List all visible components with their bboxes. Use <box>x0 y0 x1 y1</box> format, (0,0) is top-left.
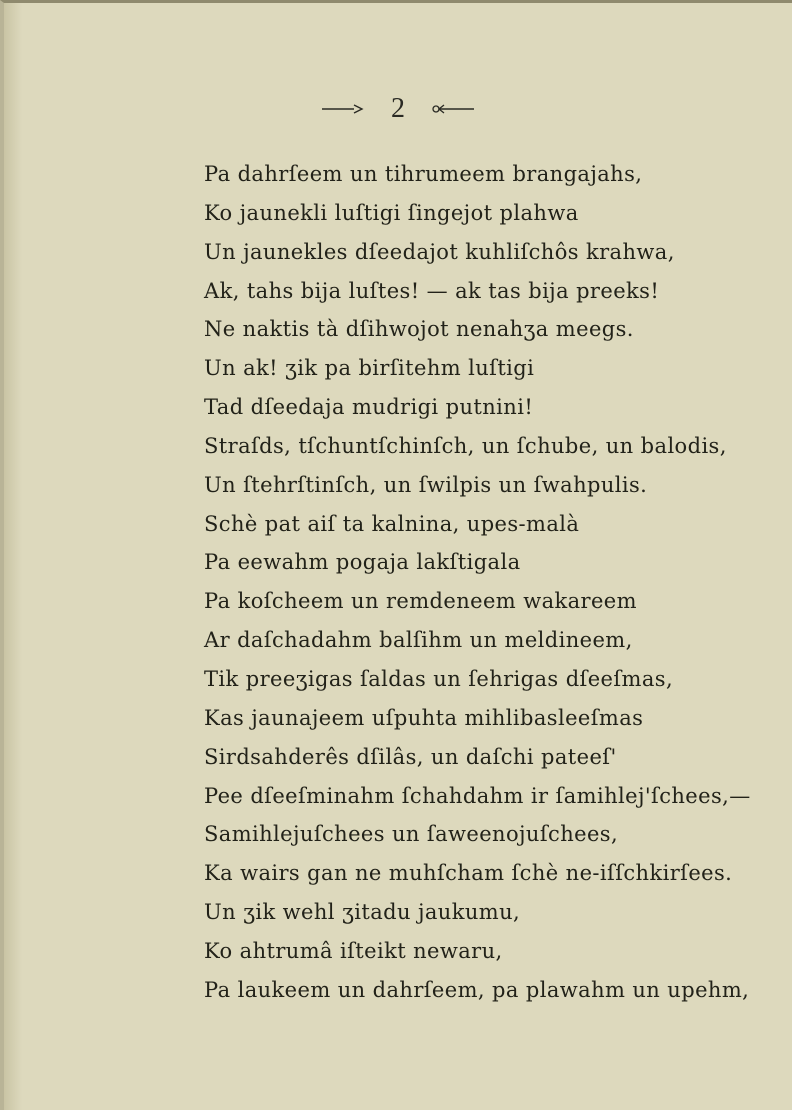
poem-line: Pa laukeem un dahrſeem, pa plawahm un upehm, <box>204 977 750 1002</box>
page-header <box>4 91 792 125</box>
poem-line: Tad dſeedaja mudrigi putnini! <box>204 395 534 420</box>
poem-line: Pa koſcheem un remdeneem wakareem <box>204 589 637 614</box>
page-number: 2 <box>391 92 405 124</box>
poem-line: Ko jaunekli luſtigi ſingejot plahwa <box>204 200 579 225</box>
right-ornament-icon <box>430 102 476 116</box>
poem-line: Schè pat aiſ ta kalnina, upes-malà <box>204 511 580 536</box>
poem-line: Samihlejuſchees un ſaweenojuſchees, <box>204 822 619 847</box>
poem-line: Straſds, tſchuntſchinſch, un ſchube, un balodis, <box>204 433 727 458</box>
poem-line: Tik preeʒigas ſaldas un ſehrigas dſeeſmas, <box>204 666 674 691</box>
poem-line: Ko ahtrumâ iſteikt newaru, <box>204 938 503 963</box>
poem-line: Ka wairs gan ne muhſcham ſchè ne-iſſchkirſees. <box>204 861 733 886</box>
poem-line: Ak, tahs bija luſtes! — ak tas bija preeks! <box>204 278 660 303</box>
poem-line: Pee dſeeſminahm ſchahdahm ir ſamihlej'ſchees,— <box>204 783 751 808</box>
poem-line: Un ſtehrſtinſch, un ſwilpis un ſwahpulis. <box>204 472 648 497</box>
poem-line: Un ak! ʒik pa birſitehm luſtigi <box>204 356 535 381</box>
poem-line: Un ʒik wehl ʒitadu jaukumu, <box>204 900 521 925</box>
poem-line: Un jaunekles dſeedajot kuhliſchôs krahwa, <box>204 239 675 264</box>
left-ornament-icon <box>320 102 366 116</box>
poem-line: Ne naktis tà dſihwojot nenahʒa meegs. <box>204 317 634 342</box>
poem-line: Pa dahrſeem un tihrumeem brangajahs, <box>204 162 643 186</box>
poem-line: Sirdsahderês dſilâs, un daſchi pateeſ' <box>204 744 617 769</box>
poem-text <box>204 155 784 1010</box>
poem-line: Ar daſchadahm balſihm un meldineem, <box>204 628 633 653</box>
poem-line: Kas jaunajeem uſpuhta mihlibasleeſmas <box>204 705 644 730</box>
poem-line: Pa eewahm pogaja lakſtigala <box>204 550 521 575</box>
